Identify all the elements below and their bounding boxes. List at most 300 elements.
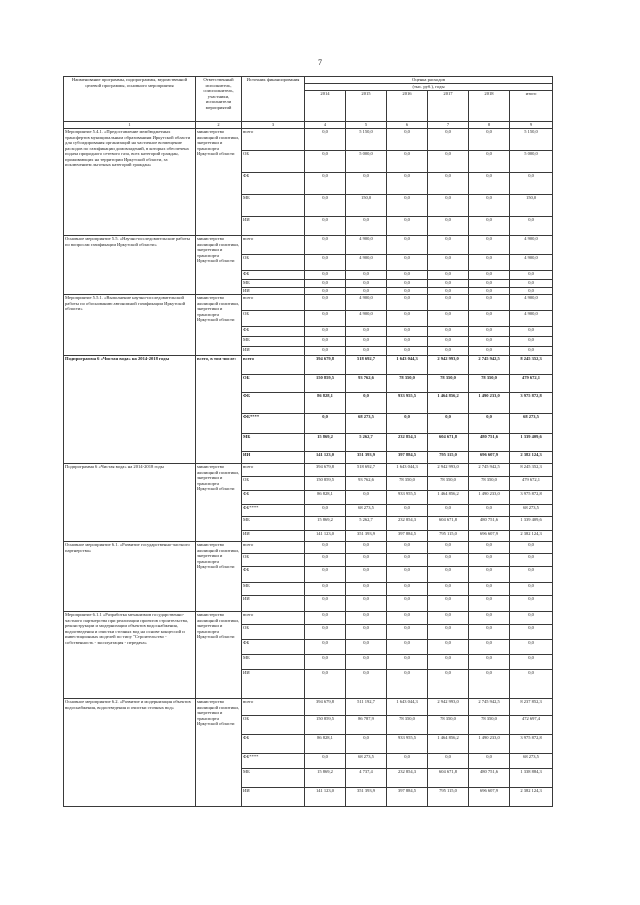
- amount-cell: 604 671,8: [428, 769, 469, 788]
- executor: министерство жилищной политики, энергетики и транспорта Иркутской области: [196, 236, 242, 295]
- executor: министерство жилищной политики, энергетики и транспорта Иркутской области: [196, 699, 242, 807]
- amount-cell: 0,0: [428, 640, 469, 655]
- amount-cell: 0,0: [346, 217, 387, 236]
- amount-cell: 4 900,0: [346, 236, 387, 255]
- amount-cell: 150 859,5: [305, 375, 346, 393]
- amount-cell: 0,0: [346, 596, 387, 612]
- table-row: [64, 542, 553, 554]
- funding-source: МБ: [242, 517, 305, 531]
- amount-cell: 0,0: [469, 288, 510, 295]
- amount-cell: 0,0: [387, 271, 428, 280]
- amount-cell: 0,0: [387, 754, 428, 769]
- amount-cell: 5 150,0: [346, 129, 387, 151]
- amount-cell: 0,0: [387, 542, 428, 554]
- amount-cell: 0,0: [305, 288, 346, 295]
- amount-cell: 0,0: [305, 625, 346, 640]
- funding-source: всего: [242, 129, 305, 151]
- amount-cell: 0,0: [346, 583, 387, 596]
- amount-cell: 351 393,9: [346, 452, 387, 464]
- amount-cell: 0,0: [510, 327, 553, 337]
- funding-source: ОБ: [242, 554, 305, 567]
- amount-cell: 4 900,0: [510, 295, 553, 311]
- amount-cell: 0,0: [469, 670, 510, 699]
- amount-cell: 2 745 942,5: [469, 464, 510, 477]
- amount-cell: 696 607,9: [469, 452, 510, 464]
- amount-cell: 0,0: [387, 151, 428, 173]
- amount-cell: 480 751,6: [469, 517, 510, 531]
- amount-cell: 86 828,1: [305, 735, 346, 754]
- amount-cell: 5 262,7: [346, 517, 387, 531]
- amount-cell: 8 237 852,3: [510, 699, 553, 716]
- amount-cell: 2 942 993,0: [428, 464, 469, 477]
- amount-cell: 2 942 993,0: [428, 699, 469, 716]
- amount-cell: 0,0: [428, 288, 469, 295]
- amount-cell: 0,0: [510, 583, 553, 596]
- amount-cell: 0,0: [387, 236, 428, 255]
- funding-source: МБ: [242, 195, 305, 217]
- amount-cell: 394 679,8: [305, 464, 346, 477]
- amount-cell: 0,0: [346, 173, 387, 195]
- amount-cell: 0,0: [428, 327, 469, 337]
- column-number: 4: [305, 122, 346, 129]
- funding-source: всего: [242, 542, 305, 554]
- amount-cell: 472 697,4: [510, 716, 553, 735]
- funding-source: МБ: [242, 769, 305, 788]
- amount-cell: 0,0: [469, 195, 510, 217]
- amount-cell: 0,0: [387, 640, 428, 655]
- funding-source: ФБ: [242, 327, 305, 337]
- amount-cell: 5 150,0: [510, 129, 553, 151]
- funding-source: ОБ: [242, 477, 305, 491]
- header-name: Наименование программы, подпрограммы, ведомственной целевой программы, основного мероприятия: [64, 77, 196, 122]
- amount-cell: 0,0: [510, 655, 553, 670]
- amount-cell: 0,0: [387, 217, 428, 236]
- amount-cell: 0,0: [510, 670, 553, 699]
- amount-cell: 5 000,0: [510, 151, 553, 173]
- amount-cell: 0,0: [428, 596, 469, 612]
- amount-cell: 0,0: [387, 311, 428, 327]
- amount-cell: 795 115,0: [428, 452, 469, 464]
- funding-source: МБ: [242, 655, 305, 670]
- amount-cell: 0,0: [387, 337, 428, 347]
- amount-cell: 0,0: [469, 217, 510, 236]
- amount-cell: 8 245 352,3: [510, 464, 553, 477]
- funding-source: МБ: [242, 337, 305, 347]
- amount-cell: 0,0: [305, 280, 346, 288]
- amount-cell: 0,0: [305, 670, 346, 699]
- amount-cell: 0,0: [346, 655, 387, 670]
- amount-cell: 150 859,5: [305, 477, 346, 491]
- amount-cell: 1 643 044,3: [387, 464, 428, 477]
- amount-cell: 0,0: [387, 255, 428, 271]
- column-number: 7: [428, 122, 469, 129]
- funding-source: ИИ: [242, 788, 305, 807]
- funding-source: ИИ: [242, 217, 305, 236]
- amount-cell: 68 273,5: [346, 414, 387, 434]
- amount-cell: 141 123,0: [305, 531, 346, 542]
- column-number: 2: [196, 122, 242, 129]
- amount-cell: 0,0: [469, 655, 510, 670]
- amount-cell: 0,0: [305, 567, 346, 583]
- funding-source: ОБ: [242, 375, 305, 393]
- funding-source: ИИ: [242, 531, 305, 542]
- amount-cell: 0,0: [387, 670, 428, 699]
- header-year: 2015: [346, 91, 387, 122]
- amount-cell: 0,0: [469, 151, 510, 173]
- amount-cell: 0,0: [387, 280, 428, 288]
- funding-source: ИИ: [242, 288, 305, 295]
- amount-cell: 0,0: [305, 173, 346, 195]
- amount-cell: 0,0: [346, 271, 387, 280]
- page-number: 7: [318, 58, 322, 67]
- amount-cell: 1 464 856,2: [428, 393, 469, 414]
- amount-cell: 0,0: [387, 295, 428, 311]
- amount-cell: 604 671,8: [428, 434, 469, 452]
- amount-cell: 1 464 856,2: [428, 491, 469, 505]
- amount-cell: 0,0: [305, 596, 346, 612]
- funding-source: всего: [242, 612, 305, 625]
- amount-cell: 0,0: [428, 583, 469, 596]
- program-name: Основное мероприятие 5.5. «Научно-исследовательские работы по вопросам газификации Иркутской области»: [64, 236, 196, 295]
- funding-source: ФБ: [242, 173, 305, 195]
- amount-cell: 0,0: [305, 347, 346, 356]
- funding-source: МБ: [242, 583, 305, 596]
- amount-cell: 0,0: [428, 236, 469, 255]
- amount-cell: 351 393,9: [346, 531, 387, 542]
- amount-cell: 0,0: [346, 347, 387, 356]
- amount-cell: 795 115,0: [428, 788, 469, 807]
- table-row: [64, 129, 553, 151]
- amount-cell: 0,0: [305, 129, 346, 151]
- amount-cell: 0,0: [305, 236, 346, 255]
- amount-cell: 0,0: [428, 255, 469, 271]
- amount-cell: 0,0: [510, 280, 553, 288]
- amount-cell: 0,0: [387, 414, 428, 434]
- funding-source: ФБ****: [242, 505, 305, 517]
- amount-cell: 4 900,0: [346, 295, 387, 311]
- amount-cell: 0,0: [387, 129, 428, 151]
- amount-cell: 0,0: [469, 567, 510, 583]
- amount-cell: 3 975 872,8: [510, 491, 553, 505]
- amount-cell: 933 955,5: [387, 491, 428, 505]
- amount-cell: 0,0: [305, 414, 346, 434]
- amount-cell: 150 859,5: [305, 716, 346, 735]
- table-row: [64, 356, 553, 375]
- amount-cell: 0,0: [305, 583, 346, 596]
- amount-cell: 0,0: [510, 640, 553, 655]
- amount-cell: 0,0: [346, 542, 387, 554]
- amount-cell: 86 787,9: [346, 716, 387, 735]
- amount-cell: 78 350,0: [387, 477, 428, 491]
- funding-source: ОБ: [242, 311, 305, 327]
- funding-source: ИИ: [242, 452, 305, 464]
- amount-cell: 0,0: [510, 288, 553, 295]
- amount-cell: 0,0: [428, 625, 469, 640]
- column-number: 3: [242, 122, 305, 129]
- amount-cell: 0,0: [510, 596, 553, 612]
- amount-cell: 0,0: [387, 596, 428, 612]
- amount-cell: 0,0: [510, 337, 553, 347]
- amount-cell: 0,0: [510, 173, 553, 195]
- amount-cell: 232 854,3: [387, 434, 428, 452]
- amount-cell: 0,0: [305, 295, 346, 311]
- amount-cell: 0,0: [469, 625, 510, 640]
- amount-cell: 0,0: [469, 311, 510, 327]
- amount-cell: 0,0: [510, 554, 553, 567]
- amount-cell: 1 338 884,3: [510, 769, 553, 788]
- amount-cell: 0,0: [346, 280, 387, 288]
- funding-source: ФБ****: [242, 414, 305, 434]
- amount-cell: 0,0: [510, 271, 553, 280]
- amount-cell: 0,0: [469, 280, 510, 288]
- amount-cell: 0,0: [428, 542, 469, 554]
- amount-cell: 0,0: [387, 612, 428, 625]
- header-year: 2018: [469, 91, 510, 122]
- amount-cell: 933 955,5: [387, 735, 428, 754]
- funding-source: МБ: [242, 280, 305, 288]
- amount-cell: 604 671,8: [428, 517, 469, 531]
- executor: министерство жилищной политики, энергетики и транспорта Иркутской области: [196, 295, 242, 356]
- amount-cell: 86 828,1: [305, 491, 346, 505]
- amount-cell: 78 350,0: [428, 716, 469, 735]
- header-year: 2014: [305, 91, 346, 122]
- amount-cell: 1 643 044,3: [387, 356, 428, 375]
- table-row: [64, 464, 553, 477]
- funding-source: МБ: [242, 434, 305, 452]
- amount-cell: 0,0: [305, 612, 346, 625]
- amount-cell: 511 192,7: [346, 699, 387, 716]
- funding-source: всего: [242, 464, 305, 477]
- amount-cell: 0,0: [428, 567, 469, 583]
- header-row: [64, 77, 553, 84]
- amount-cell: 15 869,2: [305, 769, 346, 788]
- amount-cell: 2 745 942,5: [469, 356, 510, 375]
- amount-cell: 0,0: [346, 567, 387, 583]
- amount-cell: 0,0: [346, 640, 387, 655]
- amount-cell: 78 350,0: [387, 716, 428, 735]
- amount-cell: 1 490 233,0: [469, 393, 510, 414]
- amount-cell: 78 350,0: [469, 477, 510, 491]
- table-row: [64, 699, 553, 716]
- funding-source: всего: [242, 236, 305, 255]
- amount-cell: 0,0: [428, 271, 469, 280]
- funding-source: всего: [242, 295, 305, 311]
- amount-cell: 480 751,6: [469, 769, 510, 788]
- amount-cell: 0,0: [428, 151, 469, 173]
- amount-cell: 0,0: [305, 327, 346, 337]
- executor: министерство жилищной политики, энергетики и транспорта Иркутской области: [196, 129, 242, 236]
- amount-cell: 0,0: [346, 625, 387, 640]
- column-number: 5: [346, 122, 387, 129]
- header-units: (тыс. руб.), годы: [305, 84, 553, 91]
- amount-cell: 15 869,2: [305, 434, 346, 452]
- budget-table: [63, 76, 553, 807]
- amount-cell: 2 382 124,3: [510, 788, 553, 807]
- amount-cell: 86 828,1: [305, 393, 346, 414]
- amount-cell: 15 869,2: [305, 517, 346, 531]
- amount-cell: 68 273,5: [510, 505, 553, 517]
- amount-cell: 0,0: [305, 311, 346, 327]
- funding-source: ФБ: [242, 491, 305, 505]
- amount-cell: 0,0: [387, 625, 428, 640]
- table-row: [64, 612, 553, 625]
- amount-cell: 0,0: [510, 567, 553, 583]
- amount-cell: 4 900,0: [510, 311, 553, 327]
- amount-cell: 0,0: [428, 670, 469, 699]
- amount-cell: 0,0: [428, 347, 469, 356]
- amount-cell: 2 382 124,3: [510, 452, 553, 464]
- amount-cell: 0,0: [428, 129, 469, 151]
- amount-cell: 0,0: [469, 271, 510, 280]
- amount-cell: 933 955,5: [387, 393, 428, 414]
- amount-cell: 0,0: [469, 640, 510, 655]
- amount-cell: 2 382 124,3: [510, 531, 553, 542]
- column-number: 1: [64, 122, 196, 129]
- funding-source: ОБ: [242, 716, 305, 735]
- amount-cell: 0,0: [387, 347, 428, 356]
- amount-cell: 397 884,5: [387, 452, 428, 464]
- header-source: Источник финансирования: [242, 77, 305, 122]
- amount-cell: 0,0: [428, 195, 469, 217]
- program-name: Основное мероприятие 6.2. «Развитие и модернизация объектов водоснабжения, водоотведения и очистки сточных вод»: [64, 699, 196, 807]
- amount-cell: 0,0: [387, 195, 428, 217]
- amount-cell: 1 339 409,6: [510, 517, 553, 531]
- amount-cell: 518 692,7: [346, 356, 387, 375]
- amount-cell: 0,0: [469, 596, 510, 612]
- amount-cell: 0,0: [387, 554, 428, 567]
- amount-cell: 0,0: [387, 567, 428, 583]
- amount-cell: 0,0: [346, 288, 387, 295]
- amount-cell: 0,0: [387, 288, 428, 295]
- amount-cell: 0,0: [469, 337, 510, 347]
- amount-cell: 2 942 993,0: [428, 356, 469, 375]
- amount-cell: 232 854,3: [387, 769, 428, 788]
- amount-cell: 0,0: [428, 295, 469, 311]
- amount-cell: 78 350,0: [387, 375, 428, 393]
- amount-cell: 0,0: [469, 583, 510, 596]
- amount-cell: 3 975 872,8: [510, 735, 553, 754]
- amount-cell: 232 854,3: [387, 517, 428, 531]
- amount-cell: 68 273,5: [346, 505, 387, 517]
- amount-cell: 0,0: [346, 327, 387, 337]
- amount-cell: 93 762,6: [346, 477, 387, 491]
- amount-cell: 0,0: [346, 670, 387, 699]
- amount-cell: 0,0: [469, 236, 510, 255]
- program-name: Подпрограмма 6 «Чистая вода» на 2014-2018 годы: [64, 356, 196, 464]
- amount-cell: 0,0: [305, 195, 346, 217]
- program-name: Мероприятие 6.1.1 «Разработка механизмов государственно-частного партнерства при реализации проектов строительства, реконструкции и модернизации объектов водоснабжения, водоотведения и очистки сточных вод на основе концессий и инвестиционных моделей по типу "Строительство - собственность - эксплуатация - передача»: [64, 612, 196, 699]
- amount-cell: 0,0: [305, 271, 346, 280]
- amount-cell: 696 607,9: [469, 531, 510, 542]
- executor: министерство жилищной политики, энергетики и транспорта Иркутской области: [196, 542, 242, 612]
- amount-cell: 0,0: [305, 255, 346, 271]
- executor: всего, в том числе:: [196, 356, 242, 464]
- amount-cell: 0,0: [428, 173, 469, 195]
- amount-cell: 0,0: [387, 583, 428, 596]
- amount-cell: 2 745 942,5: [469, 699, 510, 716]
- column-number: 9: [510, 122, 553, 129]
- amount-cell: 0,0: [305, 640, 346, 655]
- executor: министерство жилищной политики, энергетики и транспорта Иркутской области: [196, 464, 242, 542]
- program-name: Основное мероприятие 6.1. «Развитие государственно-частного партнерства»: [64, 542, 196, 612]
- amount-cell: 696 607,9: [469, 788, 510, 807]
- amount-cell: 78 350,0: [428, 375, 469, 393]
- amount-cell: 0,0: [469, 542, 510, 554]
- amount-cell: 4 900,0: [346, 311, 387, 327]
- amount-cell: 795 115,0: [428, 531, 469, 542]
- amount-cell: 397 884,5: [387, 788, 428, 807]
- amount-cell: 0,0: [428, 414, 469, 434]
- amount-cell: 0,0: [469, 347, 510, 356]
- funding-source: ИИ: [242, 670, 305, 699]
- amount-cell: 0,0: [387, 505, 428, 517]
- amount-cell: 1 643 044,3: [387, 699, 428, 716]
- amount-cell: 0,0: [346, 612, 387, 625]
- column-number: 8: [469, 122, 510, 129]
- amount-cell: 0,0: [305, 337, 346, 347]
- amount-cell: 397 884,5: [387, 531, 428, 542]
- funding-source: ОБ: [242, 625, 305, 640]
- amount-cell: 0,0: [469, 554, 510, 567]
- amount-cell: 0,0: [469, 505, 510, 517]
- amount-cell: 78 350,0: [428, 477, 469, 491]
- funding-source: ФБ: [242, 393, 305, 414]
- amount-cell: 68 273,5: [510, 754, 553, 769]
- amount-cell: 8 245 352,3: [510, 356, 553, 375]
- header-year: 2017: [428, 91, 469, 122]
- amount-cell: 0,0: [469, 255, 510, 271]
- amount-cell: 1 339 409,6: [510, 434, 553, 452]
- amount-cell: 0,0: [305, 554, 346, 567]
- amount-cell: 394 679,8: [305, 699, 346, 716]
- amount-cell: 0,0: [469, 414, 510, 434]
- amount-cell: 4 737,4: [346, 769, 387, 788]
- funding-source: ИИ: [242, 596, 305, 612]
- amount-cell: 78 350,0: [469, 716, 510, 735]
- amount-cell: 0,0: [428, 612, 469, 625]
- amount-cell: 0,0: [387, 655, 428, 670]
- amount-cell: 0,0: [510, 217, 553, 236]
- amount-cell: 1 490 233,0: [469, 491, 510, 505]
- amount-cell: 141 123,0: [305, 452, 346, 464]
- funding-source: ИИ: [242, 347, 305, 356]
- column-number-row: [64, 122, 553, 129]
- amount-cell: 351 393,9: [346, 788, 387, 807]
- column-number: 6: [387, 122, 428, 129]
- funding-source: ФБ: [242, 567, 305, 583]
- amount-cell: 480 751,6: [469, 434, 510, 452]
- amount-cell: 0,0: [428, 311, 469, 327]
- amount-cell: 0,0: [305, 542, 346, 554]
- amount-cell: 518 692,7: [346, 464, 387, 477]
- amount-cell: 0,0: [346, 337, 387, 347]
- amount-cell: 68 273,5: [346, 754, 387, 769]
- amount-cell: 0,0: [428, 217, 469, 236]
- amount-cell: 5 262,7: [346, 434, 387, 452]
- amount-cell: 0,0: [510, 625, 553, 640]
- amount-cell: 0,0: [305, 505, 346, 517]
- amount-cell: 0,0: [305, 655, 346, 670]
- amount-cell: 0,0: [346, 554, 387, 567]
- amount-cell: 0,0: [346, 393, 387, 414]
- amount-cell: 1 490 233,0: [469, 735, 510, 754]
- amount-cell: 0,0: [387, 327, 428, 337]
- amount-cell: 0,0: [469, 295, 510, 311]
- amount-cell: 0,0: [305, 217, 346, 236]
- amount-cell: 0,0: [510, 542, 553, 554]
- funding-source: ОБ: [242, 255, 305, 271]
- header-year: итого: [510, 91, 553, 122]
